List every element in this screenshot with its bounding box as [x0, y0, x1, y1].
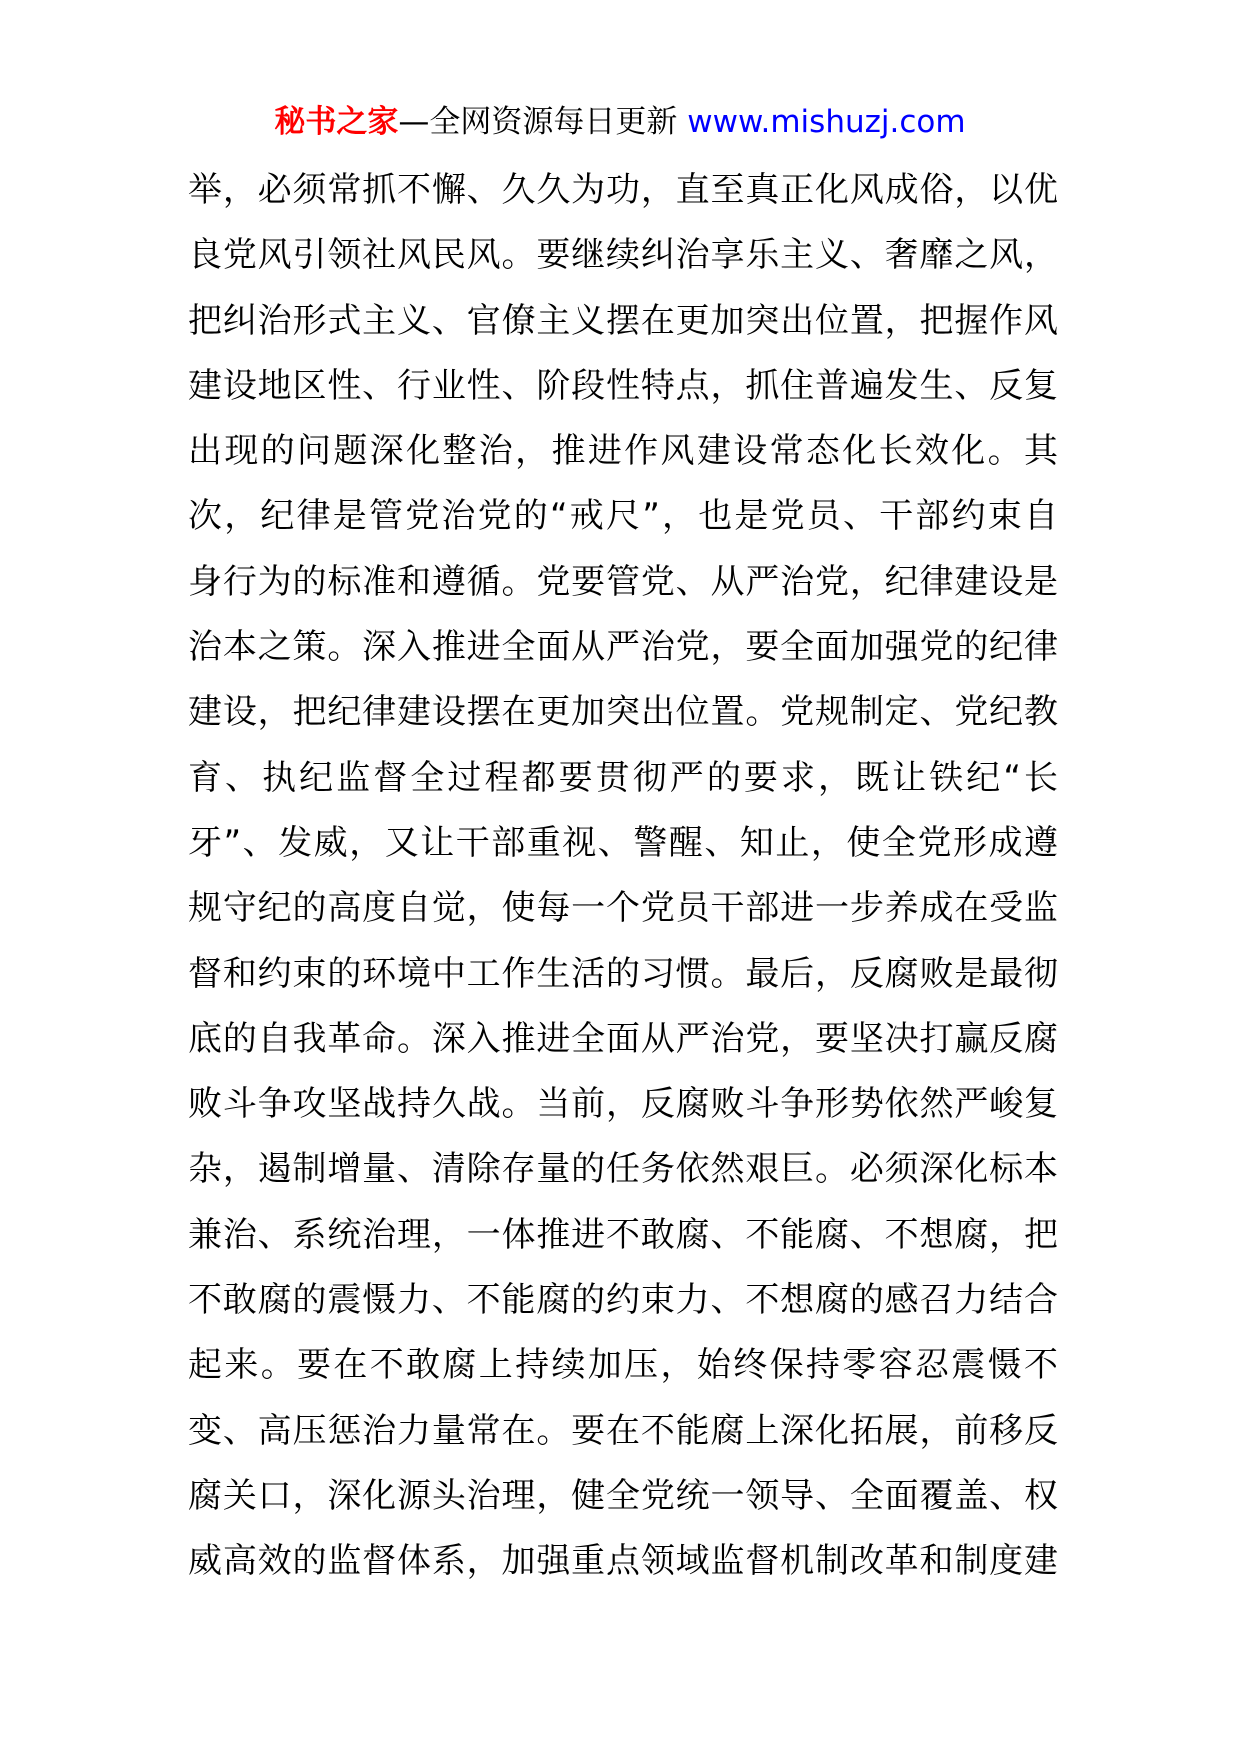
body-text — [188, 158, 1058, 1595]
text-line: 规守纪的高度自觉，使每一个党员干部进一步养成在受监 — [188, 888, 1058, 929]
text-line: 育、执纪监督全过程都要贯彻严的要求，既让铁纪“长 — [188, 757, 1058, 798]
text-line: 良党风引领社风民风。要继续纠治享乐主义、奢靡之风， — [188, 235, 1058, 276]
header-tagline: —全网资源每日更新 — [398, 104, 688, 140]
text-line: 建设地区性、行业性、阶段性特点，抓住普遍发生、反复 — [188, 365, 1058, 406]
site-url-link[interactable]: www.mishuzj.com — [687, 104, 966, 140]
text-line: 牙”、发威，又让干部重视、警醒、知止，使全党形成遵 — [188, 822, 1058, 863]
text-line: 变、高压惩治力量常在。要在不能腐上深化拓展，前移反 — [188, 1410, 1058, 1451]
text-line: 杂，遏制增量、清除存量的任务依然艰巨。必须深化标本 — [188, 1149, 1058, 1190]
text-line: 起来。要在不敢腐上持续加压，始终保持零容忍震慑不 — [188, 1345, 1058, 1386]
text-line: 出现的问题深化整治，推进作风建设常态化长效化。其 — [188, 431, 1058, 472]
brand-name: 秘书之家 — [274, 104, 399, 140]
text-line: 建设，把纪律建设摆在更加突出位置。党规制定、党纪教 — [188, 692, 1058, 733]
text-line: 不敢腐的震慑力、不能腐的约束力、不想腐的感召力结合 — [188, 1280, 1058, 1321]
text-line: 治本之策。深入推进全面从严治党，要全面加强党的纪律 — [188, 627, 1058, 668]
page-header — [0, 100, 1240, 144]
text-line: 底的自我革命。深入推进全面从严治党，要坚决打赢反腐 — [188, 1018, 1058, 1059]
text-line: 败斗争攻坚战持久战。当前，反腐败斗争形势依然严峻复 — [188, 1084, 1058, 1125]
text-line: 威高效的监督体系，加强重点领域监督机制改革和制度建 — [188, 1541, 1058, 1582]
text-line: 举，必须常抓不懈、久久为功，直至真正化风成俗，以优 — [188, 170, 1058, 210]
text-line: 兼治、系统治理，一体推进不敢腐、不能腐、不想腐，把 — [188, 1214, 1058, 1255]
text-line: 身行为的标准和遵循。党要管党、从严治党，纪律建设是 — [188, 561, 1058, 602]
text-line: 次，纪律是管党治党的“戒尺”，也是党员、干部约束自 — [188, 496, 1058, 537]
text-line: 督和约束的环境中工作生活的习惯。最后，反腐败是最彻 — [188, 953, 1058, 994]
text-line: 把纠治形式主义、官僚主义摆在更加突出位置，把握作风 — [188, 300, 1058, 341]
text-line: 腐关口，深化源头治理，健全党统一领导、全面覆盖、权 — [188, 1475, 1058, 1516]
